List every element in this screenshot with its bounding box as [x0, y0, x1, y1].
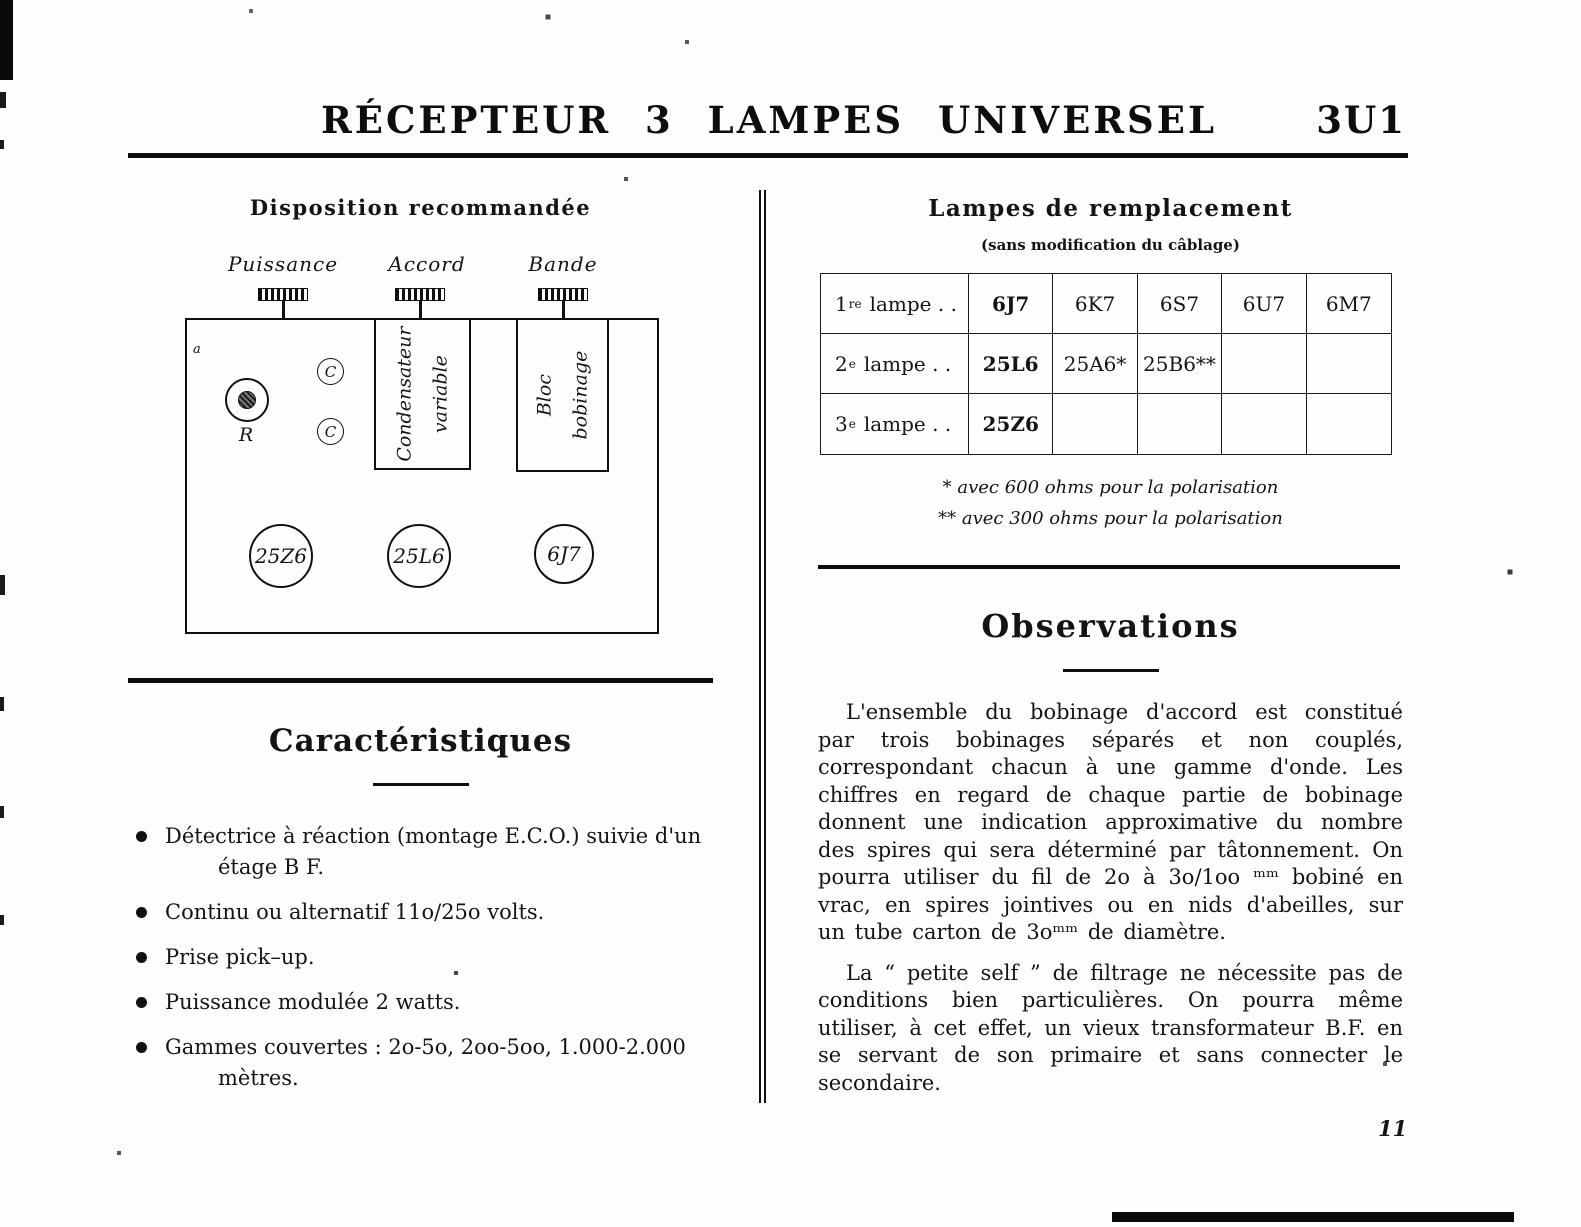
table-cell: [1138, 394, 1222, 454]
bullet-icon: [136, 907, 147, 918]
remplacement-heading: Lampes de remplacement: [928, 195, 1293, 222]
list-item-text: Puissance modulée 2 watts.: [165, 990, 461, 1014]
table-cell: [1222, 394, 1306, 454]
table-cell: 6U7: [1222, 274, 1306, 334]
section-rule: [128, 678, 713, 683]
table-cell: 6K7: [1053, 274, 1137, 334]
row-label-text: lampe . .: [869, 291, 957, 316]
bloc-bobinage-label: [526, 351, 598, 440]
layout-diagram: [128, 240, 713, 640]
row-label-ordinal: re: [848, 296, 862, 311]
condensateur-line1: Condensateur: [393, 326, 416, 462]
row-label-ordinal: e: [848, 417, 856, 431]
accord-knob-icon: [395, 288, 445, 301]
chassis-mark: a: [193, 342, 201, 357]
bloc-bobinage-block: [516, 318, 609, 472]
caracteristiques-list: [128, 821, 713, 1108]
heading-underline: [373, 783, 469, 786]
list-item: [128, 1032, 713, 1094]
row-label-number: 1: [835, 291, 848, 316]
list-item-text: Prise pick–up.: [165, 945, 315, 969]
scan-artifact-edge-tick: [0, 575, 5, 595]
observations-paragraph: L'ensemble du bobinage d'accord est constitué par trois bobinages séparés et non couplés, correspondant chacun à une gamme d'onde. Les chiffres en regard de chaque partie de bobinage donnent une indication approximative du nombre des spires qui sera déterminé par tâtonnement. On pourra utiliser du fil de 2o à 3o/1oo ᵐᵐ bobiné en vrac, en spires jointives ou en nids d'abeilles, sur un tube carton de 3oᵐᵐ de diamètre.: [818, 700, 1403, 944]
column-divider: [759, 190, 766, 1103]
bullet-icon: [136, 1042, 147, 1053]
chassis-outline: [185, 318, 659, 634]
remplacement-subheading: (sans modification du câblage): [981, 236, 1240, 254]
capacitor-c2-icon: C: [317, 418, 344, 445]
right-column: [818, 185, 1403, 1227]
table-cell: 25Z6: [969, 394, 1053, 454]
knob-shaft-line: [419, 301, 422, 319]
bullet-icon: [136, 952, 147, 963]
list-item: [128, 821, 713, 883]
bobinage-line1: Bloc: [533, 373, 556, 417]
table-cell: 6M7: [1307, 274, 1391, 334]
row-label-text: lampe . .: [863, 412, 952, 436]
table-cell: [1222, 334, 1306, 394]
condensateur-variable-block: [374, 318, 471, 470]
lamp-replacement-table: [820, 273, 1392, 455]
table-cell: 25L6: [969, 334, 1053, 394]
row-label-number: 2: [835, 351, 848, 376]
puissance-knob-icon: [258, 288, 308, 301]
scan-artifact-edge-tick: [0, 915, 4, 925]
knob-label-accord: Accord: [388, 252, 466, 276]
row-label-text: lampe . .: [863, 351, 952, 376]
row-label-ordinal: e: [848, 356, 856, 371]
list-item-text-continued: étage B F.: [218, 855, 325, 879]
page-title: RÉCEPTEUR 3 LAMPES UNIVERSEL: [321, 98, 1217, 142]
table-cell: 6S7: [1138, 274, 1222, 334]
scan-artifact-top-left-bar: [0, 0, 13, 80]
left-column: [128, 185, 713, 1227]
section-rule: [818, 565, 1400, 569]
knob-shaft-line: [282, 301, 285, 319]
scan-artifact-edge-tick: [0, 92, 6, 108]
table-row-label: [821, 394, 969, 454]
table-cell: [1307, 334, 1391, 394]
table-footnote: ** avec 300 ohms pour la polarisation: [938, 508, 1283, 529]
knob-label-bande: Bande: [528, 252, 598, 276]
table-row-label: [821, 334, 969, 394]
condensateur-variable-label: [386, 326, 458, 461]
table-footnote: * avec 600 ohms pour la polarisation: [942, 477, 1279, 498]
scan-artifact-edge-tick: [0, 140, 4, 149]
observations-paragraph: La “ petite self ” de filtrage ne nécessite pas de conditions bien particulières. On pourra même utiliser, à cet effet, un vieux transformateur B.F. en se servant de son primaire et sans connecter le secondaire.: [818, 960, 1403, 1095]
observations-body: [818, 699, 1403, 1110]
knob-label-puissance: Puissance: [227, 252, 339, 276]
disposition-heading: Disposition recommandée: [249, 195, 592, 220]
list-item: [128, 942, 713, 973]
title-rule: [128, 153, 1408, 158]
resistor-core-icon: [238, 391, 256, 409]
list-item-text: Gammes couvertes : 2o-5o, 2oo-5oo, 1.000-2.000: [165, 1035, 686, 1059]
table-row-label: [821, 274, 969, 334]
tube-socket-25z6: 25Z6: [249, 524, 313, 588]
list-item-text: Continu ou alternatif 11o/25o volts.: [165, 900, 545, 924]
table-cell: 6J7: [969, 274, 1053, 334]
bullet-icon: [136, 997, 147, 1008]
caracteristiques-heading: Caractéristiques: [268, 723, 573, 759]
page-number: 11: [1378, 1116, 1408, 1141]
list-item: [128, 897, 713, 928]
tube-socket-6j7: 6J7: [534, 524, 594, 584]
scan-speckles: [0, 0, 2, 2]
scan-artifact-edge-tick: [0, 806, 4, 818]
heading-underline: [1063, 669, 1159, 672]
bobinage-line2: bobinage: [569, 350, 592, 440]
resistor-component-icon: [225, 378, 269, 422]
list-item: [128, 987, 713, 1018]
bullet-icon: [136, 831, 147, 842]
row-label-number: 3: [835, 412, 848, 436]
table-cell: [1053, 394, 1137, 454]
observations-heading: Observations: [981, 607, 1240, 645]
scan-artifact-edge-tick: [0, 697, 4, 711]
page-header: [128, 98, 1410, 150]
bande-knob-icon: [538, 288, 588, 301]
table-cell: [1307, 394, 1391, 454]
list-item-text-continued: mètres.: [218, 1066, 299, 1090]
list-item-text: Détectrice à réaction (montage E.C.O.) suivie d'un: [165, 824, 702, 848]
knob-shaft-line: [562, 301, 565, 319]
resistor-label: R: [238, 424, 254, 446]
condensateur-line2: variable: [429, 354, 452, 434]
capacitor-c1-icon: C: [317, 358, 344, 385]
model-code: 3U1: [1316, 98, 1406, 142]
table-cell: 25A6*: [1053, 334, 1137, 394]
table-cell: 25B6**: [1138, 334, 1222, 394]
tube-socket-25l6: 25L6: [387, 524, 451, 588]
